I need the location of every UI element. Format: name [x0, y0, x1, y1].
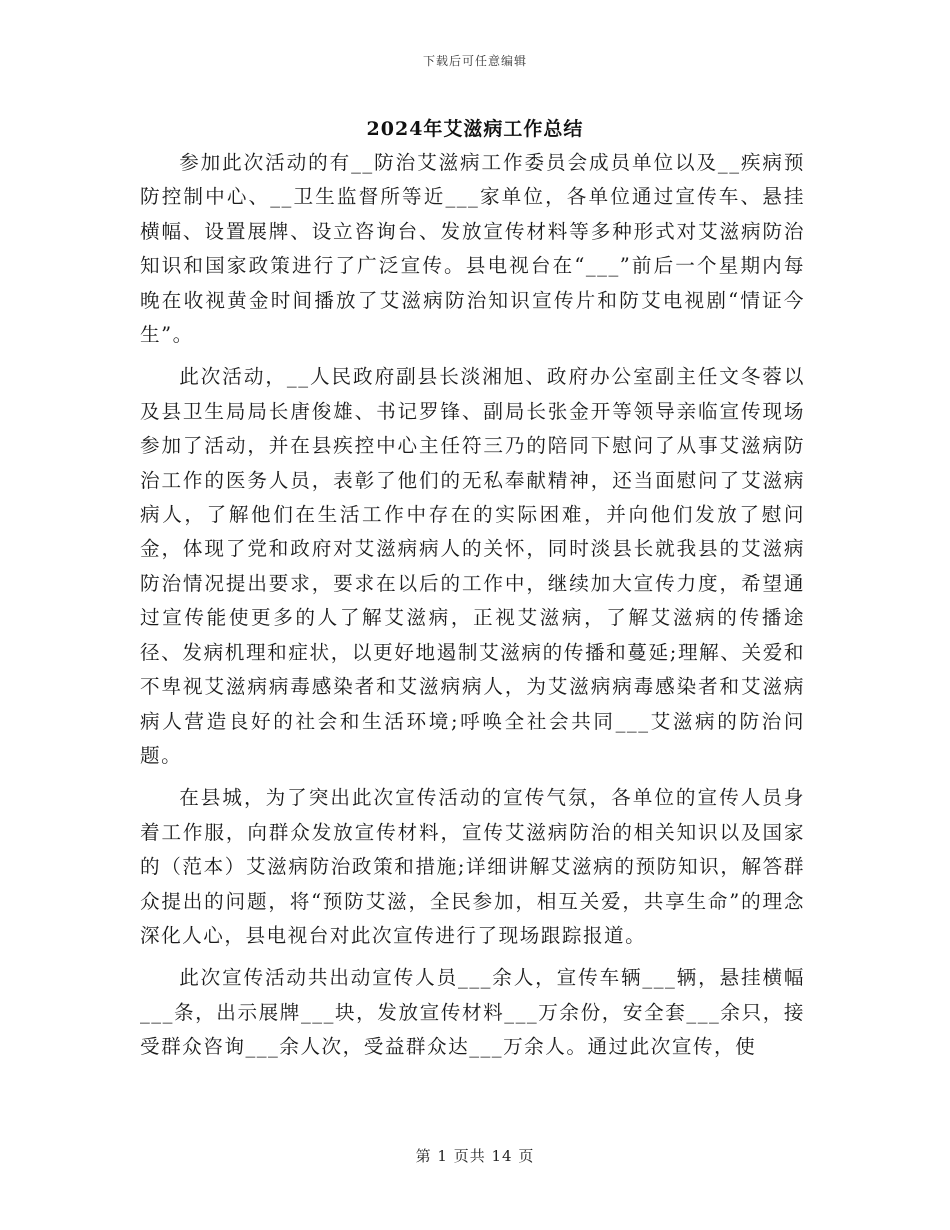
paragraph: 此次宣传活动共出动宣传人员___余人，宣传车辆___辆，悬挂横幅___条，出示展牌___块，发放宣传材料___万余份，安全套___余只，接受群众咨询___余人次，受益群众达___万余人。通过此次宣传，使 — [140, 966, 805, 1059]
page-header-note: 下载后可任意编辑 — [422, 54, 527, 68]
paragraph: 此次活动，__人民政府副县长淡湘旭、政府办公室副主任文冬蓉以及县卫生局局长唐俊雄、书记罗锋、副局长张金开等领导亲临宣传现场参加了活动，并在县疾控中心主任符三乃的陪同下慰问了从事艾滋病防治工作的医务人员，表彰了他们的无私奉献精神，还当面慰问了艾滋病病人，了解他们在生活工作中存在的实际困难，并向他们发放了慰问金，体现了党和政府对艾滋病病人的关怀，同时淡县长就我县的艾滋病防治情况提出要求，要求在以后的工作中，继续加大宣传力度，希望通过宣传能使更多的人了解艾滋病，正视艾滋病，了解艾滋病的传播途径、发病机理和症状，以更好地遏制艾滋病的传播和蔓延;理解、关爱和不卑视艾滋病病毒感染者和艾滋病病人，为艾滋病病毒感染者和艾滋病病人营造良好的社会和生活环境;呼唤全社会共同___艾滋病的防治问题。 — [140, 365, 805, 767]
document-title: 2024年艾滋病工作总结 — [366, 118, 584, 140]
page-number: 第 1 页共 14 页 — [415, 1147, 535, 1165]
document-body — [140, 146, 805, 1073]
paragraph: 参加此次活动的有__防治艾滋病工作委员会成员单位以及__疾病预防控制中心、__卫生监督所等近___家单位，各单位通过宣传车、悬挂横幅、设置展牌、设立咨询台、发放宣传材料等多种形式对艾滋病防治知识和国家政策进行了广泛宣传。县电视台在“___”前后一个星期内每晚在收视黄金时间播放了艾滋病防治知识宣传片和防艾电视剧“情证今生”。 — [140, 151, 805, 347]
paragraph: 在县城，为了突出此次宣传活动的宣传气氛，各单位的宣传人员身着工作服，向群众发放宣传材料，宣传艾滋病防治的相关知识以及国家的（范本）艾滋病防治政策和措施;详细讲解艾滋病的预防知识，解答群众提出的问题，将“预防艾滋，全民参加，相互关爱，共享生命”的理念深化人心，县电视台对此次宣传进行了现场跟踪报道。 — [140, 786, 805, 947]
